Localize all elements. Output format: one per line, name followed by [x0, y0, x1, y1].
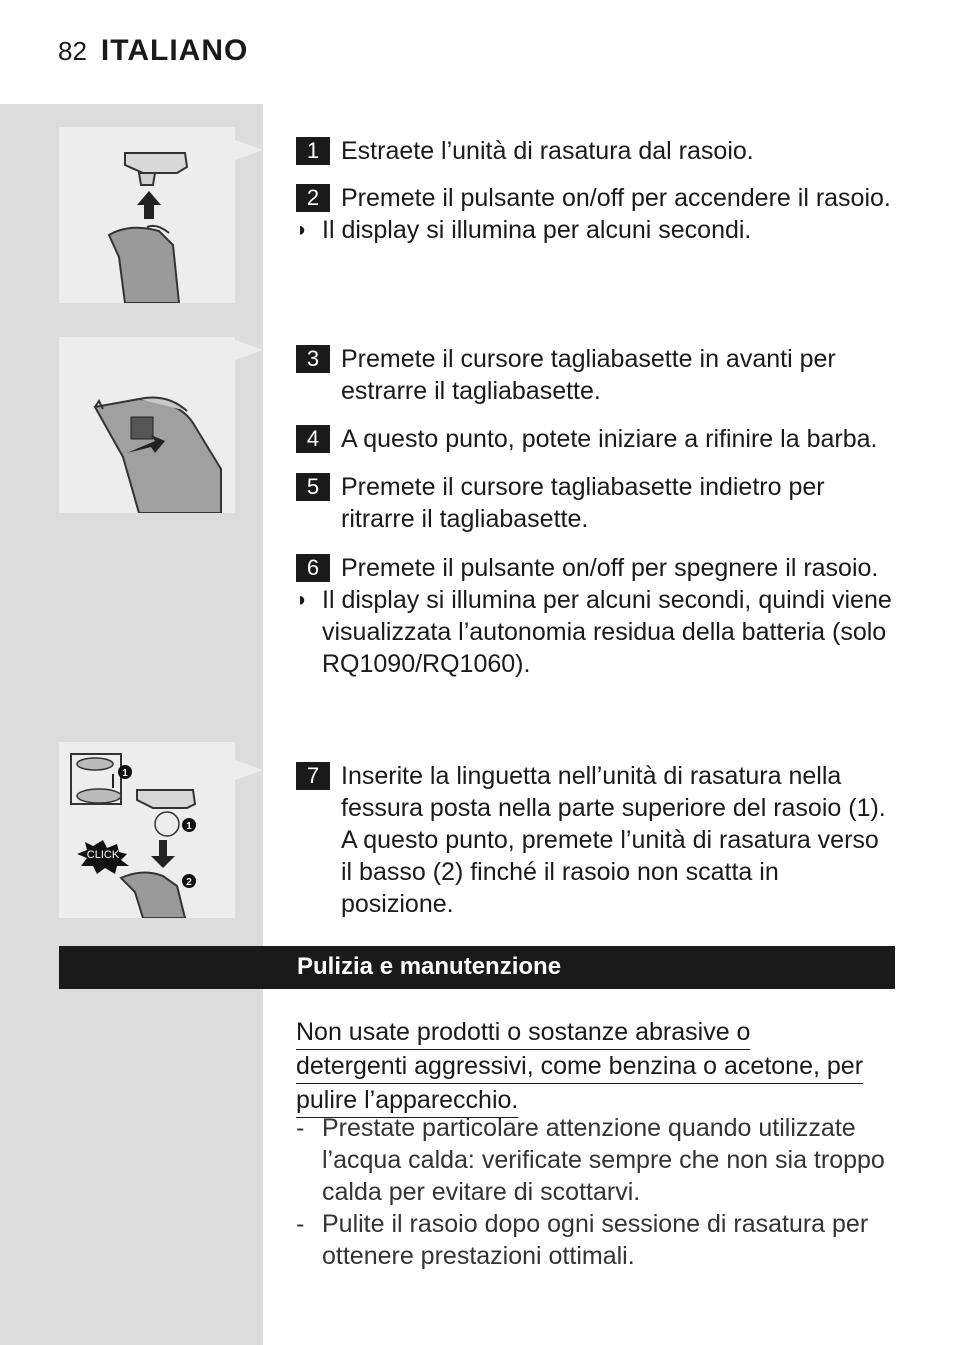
- step-number: 5: [296, 473, 330, 501]
- click-label: CLICK: [86, 849, 120, 861]
- step-item: [296, 135, 896, 167]
- step-number: 6: [296, 554, 330, 582]
- figure-pointer: [235, 140, 263, 160]
- figure-remove-shaving-unit: [59, 127, 235, 303]
- trimmer-illustration: [59, 337, 235, 513]
- figure-pointer: [235, 760, 263, 780]
- step-item: [296, 552, 896, 584]
- result-bullet: [296, 214, 896, 246]
- step-item: [296, 471, 896, 535]
- steps-block-b: [296, 343, 896, 680]
- figure-pointer: [235, 340, 263, 360]
- figure-trimmer: [59, 337, 235, 513]
- step-text: Premete il pulsante on/off per accendere il rasoio.: [341, 184, 891, 212]
- list-item-text: Pulite il rasoio dopo ogni sessione di rasatura per ottenere prestazioni ottimali.: [322, 1210, 869, 1270]
- step-item: [296, 343, 896, 407]
- marker-1-label: 1: [122, 768, 128, 779]
- step-text: Inserite la linguetta nell’unità di rasatura nella fessura posta nella parte superiore del rasoio (1). A questo punto, premete l’unità di rasatura verso il basso (2) finché il rasoio non scatta in posizione.: [341, 762, 886, 918]
- tips-list: [296, 1112, 896, 1272]
- dash-marker: -: [296, 1114, 305, 1142]
- step-text: A questo punto, potete iniziare a rifinire la barba.: [341, 425, 878, 453]
- figure-reattach-shaving-unit: [59, 742, 235, 918]
- language-title: ITALIANO: [100, 34, 249, 67]
- bullet-text: Il display si illumina per alcuni secondi.: [322, 216, 752, 244]
- result-bullet: [296, 584, 896, 680]
- warning-text: [296, 1016, 896, 1118]
- list-item-text: Prestate particolare attenzione quando utilizzate l’acqua calda: verificate sempre che non sia troppo calda per evitare di scottarvi.: [322, 1114, 885, 1206]
- step-text: Premete il cursore tagliabasette indietro per ritrarre il tagliabasette.: [341, 473, 825, 533]
- warning-line: detergenti aggressivi, come benzina o acetone, per: [296, 1050, 863, 1084]
- step-item: [296, 423, 896, 455]
- step-text: Premete il cursore tagliabasette in avanti per estrarre il tagliabasette.: [341, 345, 836, 405]
- step-number: 1: [296, 137, 330, 165]
- bullet-icon: ◗: [296, 589, 309, 611]
- shaver-remove-illustration: [59, 127, 235, 303]
- steps-block-c: [296, 760, 896, 920]
- list-item: [296, 1112, 896, 1208]
- step-number: 4: [296, 425, 330, 453]
- step-text: Premete il pulsante on/off per spegnere il rasoio.: [341, 554, 879, 582]
- section-title: Pulizia e manutenzione: [297, 953, 562, 980]
- dash-marker: -: [296, 1210, 305, 1238]
- step-text: Estraete l’unità di rasatura dal rasoio.: [341, 137, 754, 165]
- section-header-bar: [59, 946, 895, 989]
- page-number: 82: [58, 36, 87, 66]
- step-number: 7: [296, 762, 330, 790]
- page-header: [58, 34, 248, 74]
- warning-line: pulire l’apparecchio.: [296, 1084, 518, 1118]
- steps-block-a: [296, 135, 896, 246]
- step-number: 2: [296, 184, 330, 212]
- reattach-illustration: [59, 742, 235, 918]
- warning-line: Non usate prodotti o sostanze abrasive o: [296, 1016, 750, 1050]
- bullet-icon: ◗: [296, 219, 309, 241]
- list-item: [296, 1208, 896, 1272]
- marker-2-label: 2: [186, 877, 192, 888]
- bullet-text: Il display si illumina per alcuni secondi, quindi viene visualizzata l’autonomia residua della batteria (solo RQ1090/RQ1060).: [322, 586, 892, 678]
- step-item: [296, 760, 896, 920]
- step-item: [296, 182, 896, 214]
- marker-1b-label: 1: [186, 821, 192, 832]
- step-number: 3: [296, 345, 330, 373]
